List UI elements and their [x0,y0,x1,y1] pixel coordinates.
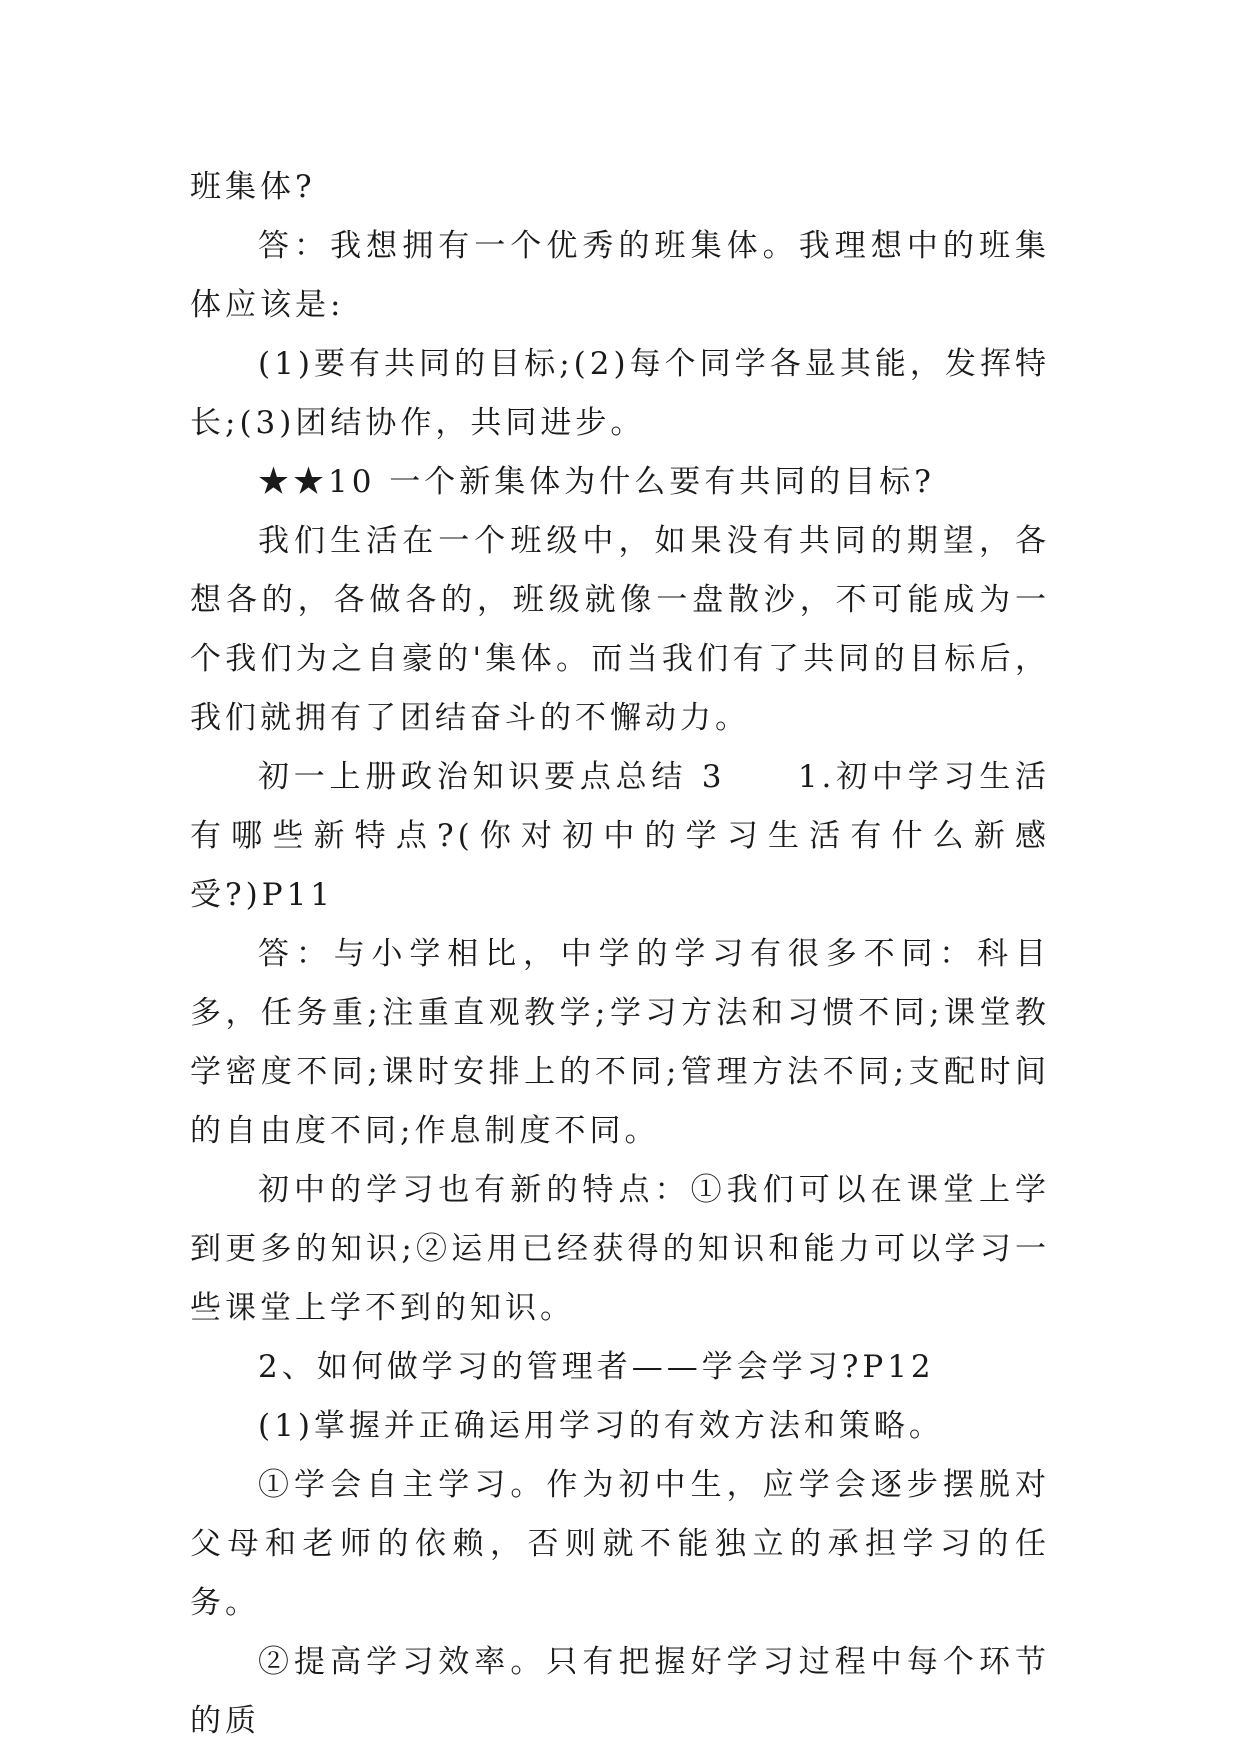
document-body [190,158,1050,1751]
paragraph-9: (1)掌握并正确运用学习的有效方法和策略。 [258,1408,944,1444]
paragraph-7: 初中的学习也有新的特点：①我们可以在课堂上学到更多的知识;②运用已经获得的知识和能力可以学习一些课堂上学不到的知识。 [190,1172,1050,1326]
paragraph-4: 我们生活在一个班级中，如果没有共同的期望，各想各的，各做各的，班级就像一盘散沙，不可能成为一个我们为之自豪的'集体。而当我们有了共同的目标后，我们就拥有了团结奋斗的不懈动力。 [190,523,1050,736]
paragraph-11: ②提高学习效率。只有把握好学习过程中每个环节的质 [190,1644,1050,1739]
paragraph-8: 2、如何做学习的管理者——学会学习?P12 [258,1349,935,1385]
paragraph-2: (1)要有共同的目标;(2)每个同学各显其能，发挥特长;(3)团结协作，共同进步。 [190,346,1050,441]
paragraph-1: 答：我想拥有一个优秀的班集体。我理想中的班集体应该是: [190,228,1050,323]
paragraph-0: 班集体? [190,169,316,205]
paragraph-5: 初一上册政治知识要点总结 3 1.初中学习生活有哪些新特点?(你对初中的学习生活有什么新感受?)P11 [190,759,1050,913]
paragraph-10: ①学会自主学习。作为初中生，应学会逐步摆脱对父母和老师的依赖，否则就不能独立的承担学习的任务。 [190,1467,1050,1621]
paragraph-6: 答：与小学相比，中学的学习有很多不同：科目多，任务重;注重直观教学;学习方法和习惯不同;课堂教学密度不同;课时安排上的不同;管理方法不同;支配时间的自由度不同;作息制度不同。 [190,936,1050,1149]
paragraph-3: ★★10 一个新集体为什么要有共同的目标? [258,464,935,500]
